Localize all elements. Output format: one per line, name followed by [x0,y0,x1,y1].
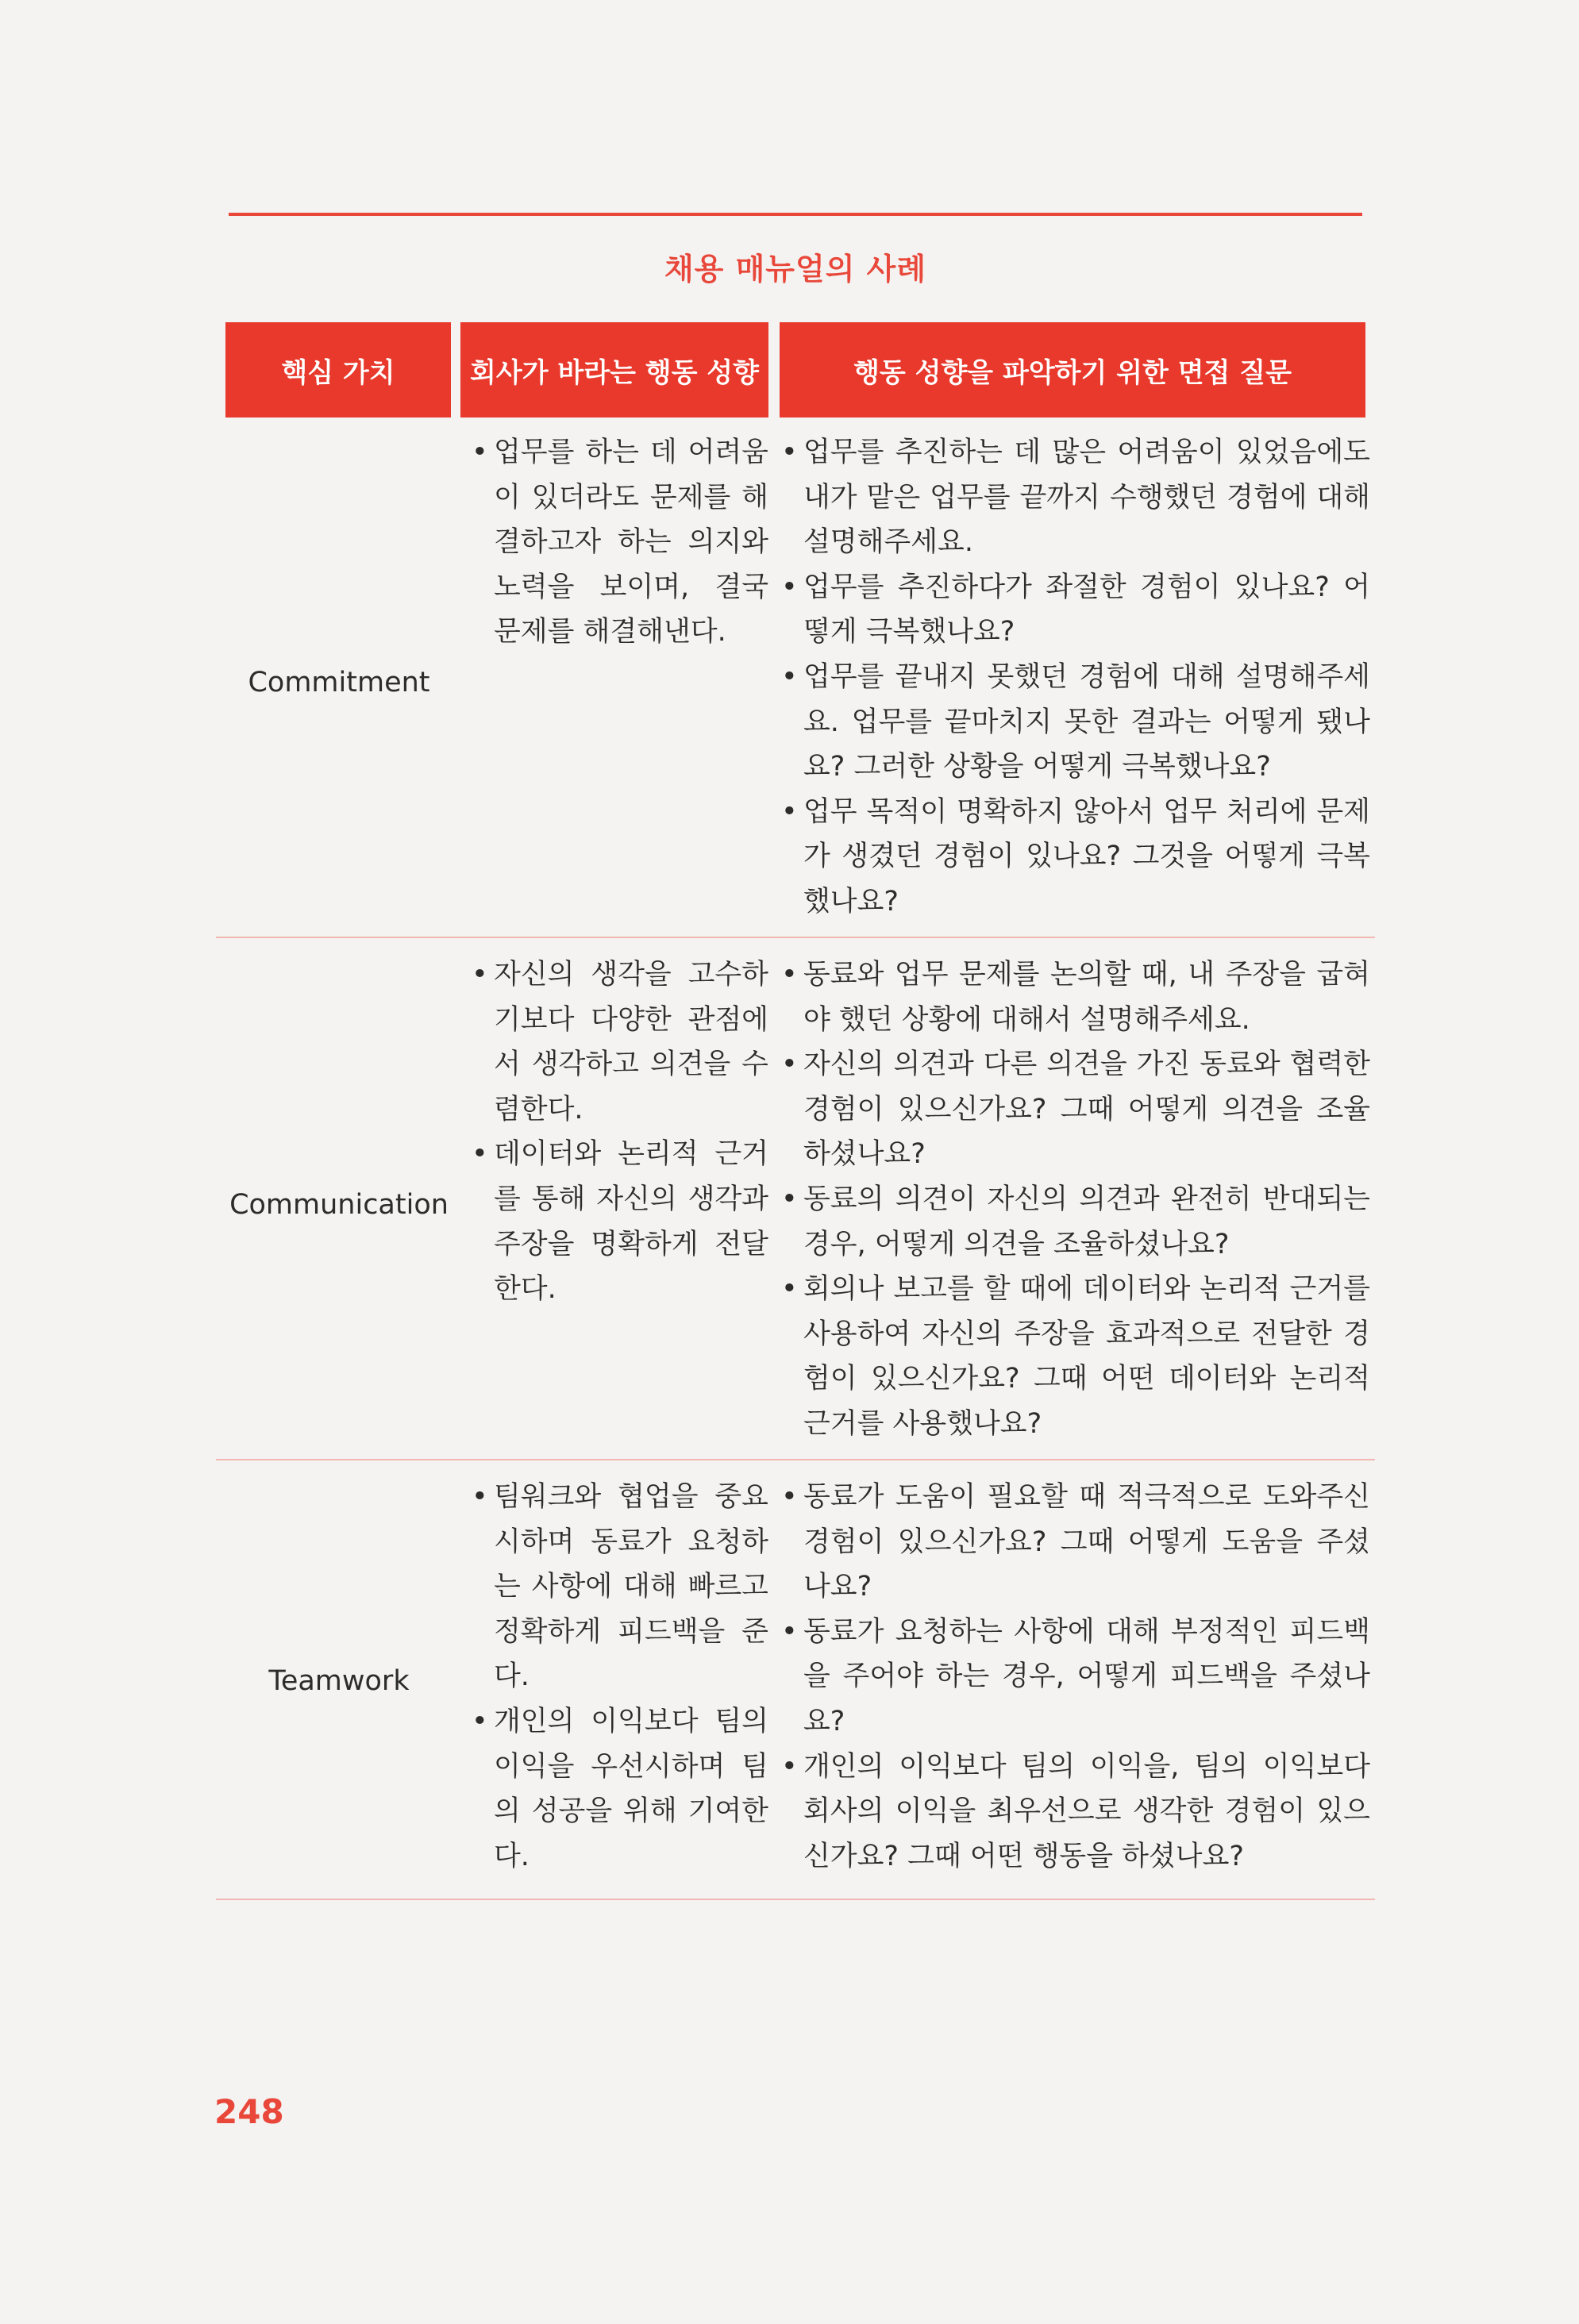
question-item: • 개인의 이익보다 팀의 이익을, 팀의 이익보다 회사의 이익을 최우선으로 생각한 경험이 있으신가요? 그때 어떤 행동을 하셨나요? [780,1745,1370,1880]
header-behavior: 회사가 바라는 행동 성향 [460,322,768,417]
behavior-item: • 업무를 하는 데 어려움이 있더라도 문제를 해결하고자 하는 의지와 노력을 보이며, 결국 문제를 해결해낸다. [470,430,768,655]
question-item: • 업무를 끝내지 못했던 경험에 대해 설명해주세요. 업무를 끝마치지 못한 결과는 어떻게 됐나요? 그러한 상황을 어떻게 극복했나요? [780,655,1370,790]
question-item: • 동료와 업무 문제를 논의할 때, 내 주장을 굽혀야 했던 상황에 대해서 설명해주세요. [780,952,1370,1042]
core-value-cell: Communication [229,1189,449,1221]
header-core-value: 핵심 가치 [225,322,451,417]
behavior-item: • 자신의 생각을 고수하기보다 다양한 관점에서 생각하고 의견을 수렴한다. [470,952,768,1132]
question-cell [780,952,1383,1447]
table-row-teamwork [216,1475,1375,1887]
question-item: • 업무를 추진하다가 좌절한 경험이 있나요? 어떻게 극복했나요? [780,565,1370,655]
question-item: • 업무 목적이 명확하지 않아서 업무 처리에 문제가 생겼던 경험이 있나요? 그것을 어떻게 극복했나요? [780,790,1370,925]
question-cell [780,430,1383,925]
table-row-commitment [216,430,1375,935]
page-number: 248 [214,2092,284,2131]
behavior-item: • 개인의 이익보다 팀의 이익을 우선시하며 팀의 성공을 위해 기여한다. [470,1699,768,1879]
table-row-communication [216,952,1375,1457]
row-divider [216,1899,1375,1900]
question-item: • 업무를 추진하는 데 많은 어려움이 있었음에도 내가 맡은 업무를 끝까지 수행했던 경험에 대해 설명해주세요. [780,430,1370,565]
header-question: 행동 성향을 파악하기 위한 면접 질문 [780,322,1365,417]
row-divider [216,1459,1375,1460]
question-item: • 동료가 요청하는 사항에 대해 부정적인 피드백을 주어야 하는 경우, 어떻게 피드백을 주셨나요? [780,1610,1370,1745]
row-divider [216,937,1375,938]
question-item: • 동료의 의견이 자신의 의견과 완전히 반대되는 경우, 어떻게 의견을 조율하셨나요? [780,1177,1370,1267]
core-value-cell: Teamwork [268,1665,410,1697]
question-item: • 회의나 보고를 할 때에 데이터와 논리적 근거를 사용하여 자신의 주장을 효과적으로 전달한 경험이 있으신가요? 그때 어떤 데이터와 논리적 근거를 사용했나요? [780,1267,1370,1446]
question-cell [780,1475,1383,1879]
top-rule [229,213,1362,216]
question-item: • 동료가 도움이 필요할 때 적극적으로 도와주신 경험이 있으신가요? 그때 어떻게 도움을 주셨나요? [780,1475,1370,1610]
table-title: 채용 매뉴얼의 사례 [664,252,927,287]
behavior-item: • 데이터와 논리적 근거를 통해 자신의 생각과 주장을 명확하게 전달한다. [470,1132,768,1311]
question-item: • 자신의 의견과 다른 의견을 가진 동료와 협력한 경험이 있으신가요? 그때 어떻게 의견을 조율하셨나요? [780,1042,1370,1177]
behavior-item: • 팀워크와 협업을 중요시하며 동료가 요청하는 사항에 대해 빠르고 정확하게 피드백을 준다. [470,1475,768,1699]
core-value-cell: Commitment [248,667,430,698]
